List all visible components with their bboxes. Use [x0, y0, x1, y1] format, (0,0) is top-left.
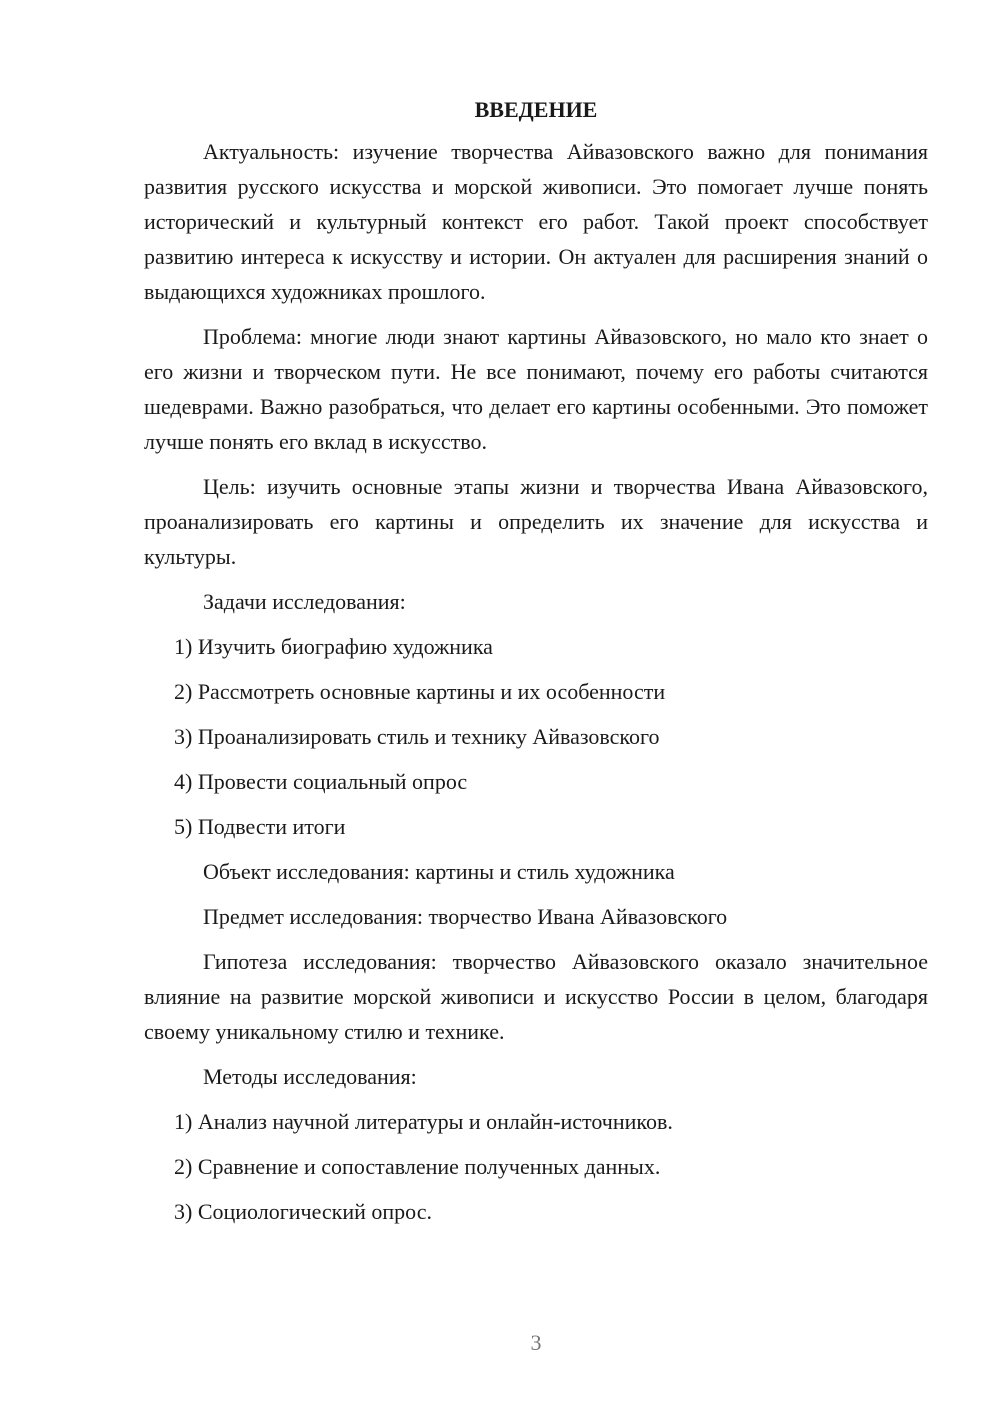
task-item: 4) Провести социальный опрос	[174, 769, 468, 794]
problem-paragraph: Проблема: многие люди знают картины Айвазовского, но мало кто знает о его жизни и творческом пути. Не все понимают, почему его работы считаются шедеврами. Важно разобраться, что делает его картины особенными. Это поможет лучше понять его вклад в искусство.	[144, 324, 928, 454]
goal-paragraph: Цель: изучить основные этапы жизни и творчества Ивана Айвазовского, проанализировать его картины и определить их значение для искусства и культуры.	[144, 474, 928, 569]
relevance-paragraph: Актуальность: изучение творчества Айвазовского важно для понимания развития русского искусства и морской живописи. Это помогает лучше понять исторический и культурный контекст его работ. Такой проект способствует развитию интереса к искусству и истории. Он актуален для расширения знаний о выдающихся художниках прошлого.	[144, 139, 928, 304]
task-item: 1) Изучить биографию художника	[174, 634, 493, 659]
task-item: 2) Рассмотреть основные картины и их особенности	[174, 679, 666, 704]
document-page	[144, 92, 928, 1239]
method-item: 2) Сравнение и сопоставление полученных данных.	[174, 1154, 661, 1179]
research-object: Объект исследования: картины и стиль художника	[203, 859, 675, 884]
method-item: 1) Анализ научной литературы и онлайн-источников.	[174, 1109, 673, 1134]
methods-label: Методы исследования:	[203, 1064, 417, 1089]
page-number: 3	[530, 1330, 542, 1355]
research-subject: Предмет исследования: творчество Ивана Айвазовского	[203, 904, 728, 929]
task-item: 5) Подвести итоги	[174, 814, 346, 839]
method-item: 3) Социологический опрос.	[174, 1199, 432, 1224]
hypothesis-paragraph: Гипотеза исследования: творчество Айвазовского оказало значительное влияние на развитие морской живописи и искусство России в целом, благодаря своему уникальному стилю и технике.	[144, 949, 928, 1044]
page-title: ВВЕДЕНИЕ	[474, 97, 598, 122]
task-item: 3) Проанализировать стиль и технику Айвазовского	[174, 724, 660, 749]
tasks-label: Задачи исследования:	[203, 589, 406, 614]
